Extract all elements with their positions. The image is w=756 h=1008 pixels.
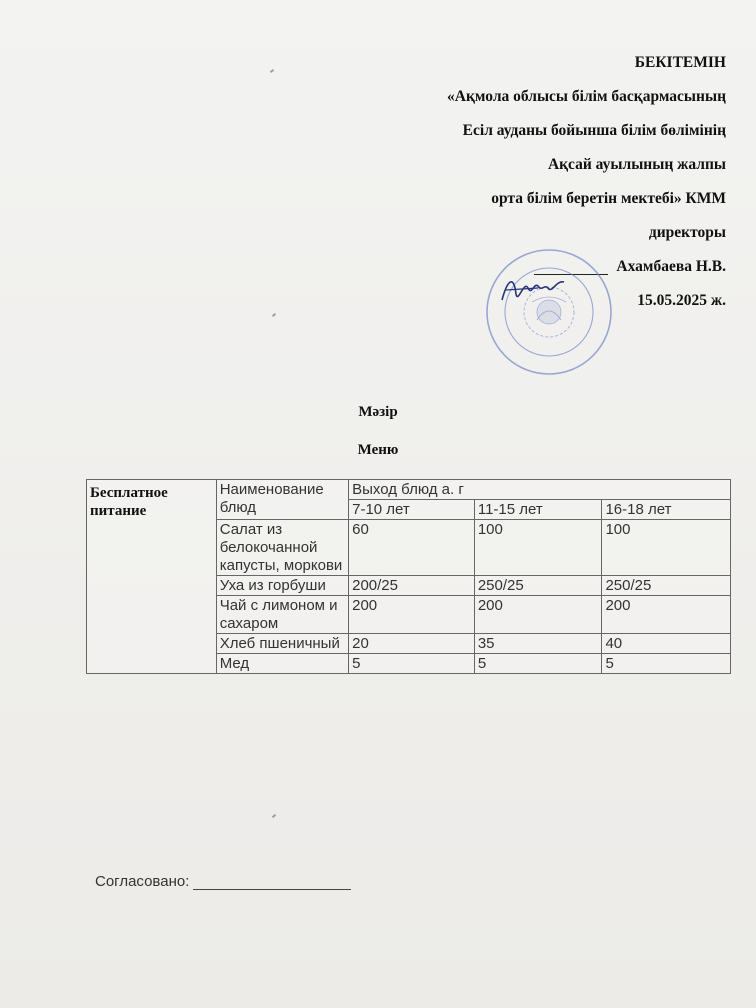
paper-speck bbox=[272, 313, 276, 317]
approval-line: «Ақмола облысы білім басқармасының bbox=[447, 88, 726, 106]
value-cell: 250/25 bbox=[602, 576, 731, 596]
dish-cell: Салат из белокочанной капусты, моркови bbox=[216, 520, 348, 576]
value-cell: 100 bbox=[474, 520, 602, 576]
value-cell: 200 bbox=[474, 596, 602, 634]
column-header-dish: Наименование блюд bbox=[216, 480, 348, 520]
value-cell: 5 bbox=[474, 654, 602, 674]
paper-speck bbox=[272, 814, 276, 818]
title-russian: Меню bbox=[357, 442, 399, 458]
value-cell: 60 bbox=[349, 520, 475, 576]
approval-date: 15.05.2025 ж. bbox=[637, 292, 726, 310]
value-cell: 200 bbox=[349, 596, 475, 634]
row-header-free-meals: Бесплатное питание bbox=[87, 480, 217, 674]
agreed-line bbox=[95, 873, 351, 890]
age-group-header: 16-18 лет bbox=[602, 500, 731, 520]
age-group-header: 11-15 лет bbox=[474, 500, 602, 520]
approval-line: орта білім беретін мектебі» КММ bbox=[491, 190, 726, 208]
table-header-row bbox=[87, 480, 731, 500]
dish-cell: Мед bbox=[216, 654, 348, 674]
agreed-label: Согласовано: bbox=[95, 873, 190, 890]
value-cell: 100 bbox=[602, 520, 731, 576]
paper-speck bbox=[270, 69, 274, 73]
dish-cell: Хлеб пшеничный bbox=[216, 634, 348, 654]
value-cell: 200/25 bbox=[349, 576, 475, 596]
official-stamp bbox=[484, 248, 614, 376]
handwritten-signature bbox=[498, 270, 568, 310]
dish-cell: Чай с лимоном и сахаром bbox=[216, 596, 348, 634]
value-cell: 5 bbox=[602, 654, 731, 674]
value-cell: 35 bbox=[474, 634, 602, 654]
age-group-header: 7-10 лет bbox=[349, 500, 475, 520]
value-cell: 40 bbox=[602, 634, 731, 654]
value-cell: 200 bbox=[602, 596, 731, 634]
approval-line: директоры bbox=[648, 224, 726, 242]
title-kazakh: Мәзір bbox=[358, 404, 398, 420]
menu-table bbox=[86, 479, 731, 674]
signer-name: Ахамбаева Н.В. bbox=[616, 258, 726, 276]
approval-heading: БЕКІТЕМІН bbox=[634, 54, 726, 72]
agreed-signature-blank bbox=[193, 875, 351, 890]
column-header-output: Выход блюд а. г bbox=[349, 480, 731, 500]
approval-line: Есіл ауданы бойынша білім бөлімінің bbox=[462, 122, 726, 140]
value-cell: 250/25 bbox=[474, 576, 602, 596]
value-cell: 20 bbox=[349, 634, 475, 654]
value-cell: 5 bbox=[349, 654, 475, 674]
approval-line: Ақсай ауылының жалпы bbox=[547, 156, 726, 174]
dish-cell: Уха из горбуши bbox=[216, 576, 348, 596]
